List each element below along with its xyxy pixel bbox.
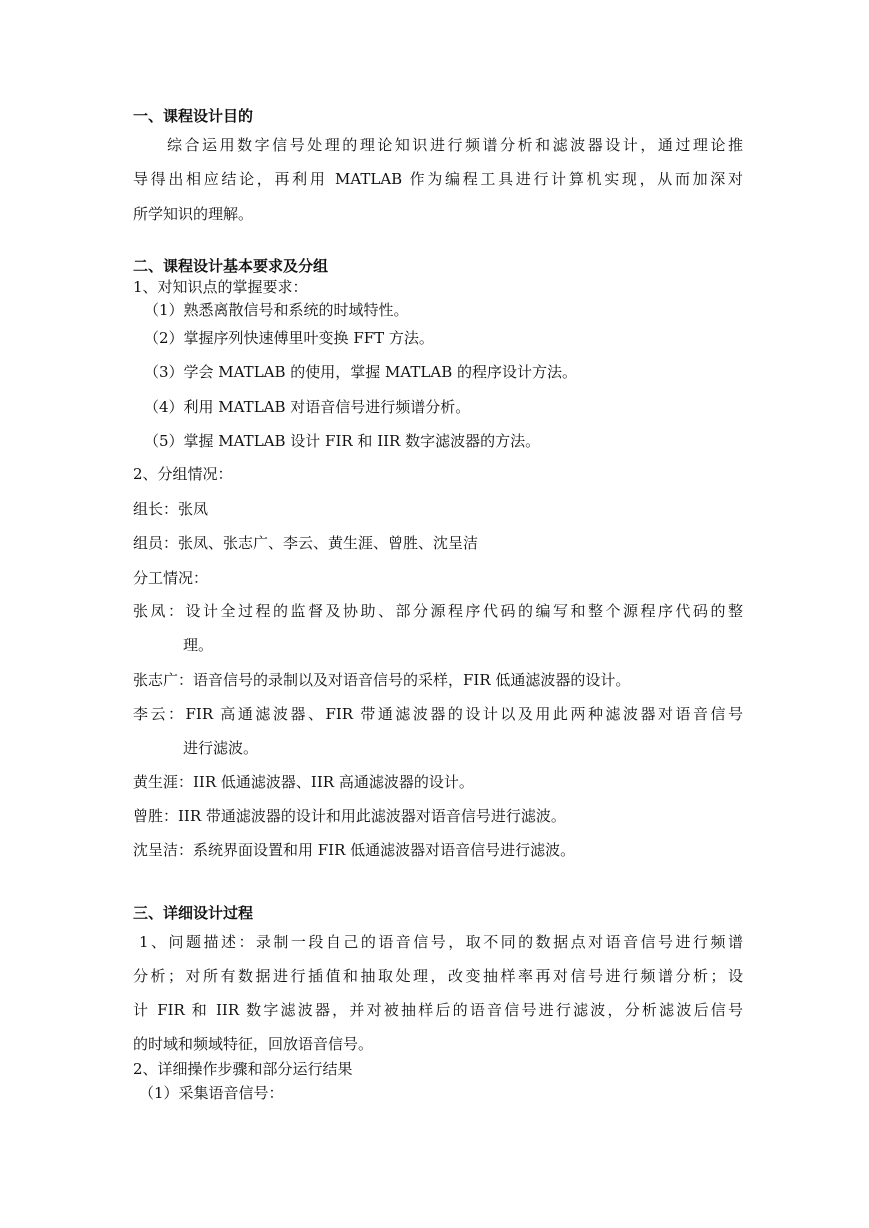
requirement-item: （3）学会 MATLAB 的使用，掌握 MATLAB 的程序设计方法。 <box>144 363 578 381</box>
division-item: 李云：FIR 高通滤波器、FIR 带通滤波器的设计以及用此两种滤波器对语音信号 <box>133 705 743 723</box>
problem-description-line: 计 FIR 和 IIR 数字滤波器，并对被抽样后的语音信号进行滤波，分析滤波后信号 <box>133 1001 743 1019</box>
requirement-item: （2）掌握序列快速傅里叶变换 FFT 方法。 <box>144 329 434 347</box>
division-item: 张志广：语音信号的录制以及对语音信号的采样，FIR 低通滤波器的设计。 <box>133 671 631 689</box>
division-item: 黄生涯：IIR 低通滤波器、IIR 高通滤波器的设计。 <box>133 773 474 791</box>
division-item: 沈呈洁：系统界面设置和用 FIR 低通滤波器对语音信号进行滤波。 <box>133 841 576 859</box>
group-leader: 组长：张凤 <box>133 500 209 518</box>
problem-description-line: 的时域和频域特征，回放语音信号。 <box>133 1035 374 1053</box>
grouping-title: 2、分组情况： <box>133 465 233 483</box>
division-item-continuation: 理。 <box>183 636 214 654</box>
problem-description-line: 1、问题描述：录制一段自己的语音信号，取不同的数据点对语音信号进行频谱 <box>139 933 743 951</box>
section-1-paragraph-line: 综合运用数字信号处理的理论知识进行频谱分析和滤波器设计，通过理论推 <box>167 136 743 154</box>
section-3-heading: 三、详细设计过程 <box>133 904 254 922</box>
division-item: 张凤：设计全过程的监督及协助、部分源程序代码的编写和整个源程序代码的整 <box>133 602 743 620</box>
steps-title: 2、详细操作步骤和部分运行结果 <box>133 1060 353 1078</box>
section-1-paragraph-line: 导得出相应结论，再利用 MATLAB 作为编程工具进行计算机实现，从而加深对 <box>133 170 743 188</box>
section-1-heading: 一、课程设计目的 <box>133 107 254 125</box>
requirements-title: 1、对知识点的掌握要求： <box>133 278 308 296</box>
section-2-heading: 二、课程设计基本要求及分组 <box>133 257 329 275</box>
section-1-paragraph-line: 所学知识的理解。 <box>133 205 254 223</box>
problem-description-line: 分析；对所有数据进行插值和抽取处理，改变抽样率再对信号进行频谱分析；设 <box>133 967 743 985</box>
division-title: 分工情况： <box>133 569 209 587</box>
division-item: 曾胜：IIR 带通滤波器的设计和用此滤波器对语音信号进行滤波。 <box>133 807 566 825</box>
step-item: （1）采集语音信号： <box>139 1084 284 1102</box>
requirement-item: （4）利用 MATLAB 对语音信号进行频谱分析。 <box>144 398 471 416</box>
requirement-item: （5）掌握 MATLAB 设计 FIR 和 IIR 数字滤波器的方法。 <box>144 432 541 450</box>
group-members: 组员：张凤、张志广、李云、黄生涯、曾胜、沈呈洁 <box>133 534 479 552</box>
division-item-continuation: 进行滤波。 <box>183 739 259 757</box>
requirement-item: （1）熟悉离散信号和系统的时域特性。 <box>144 301 409 319</box>
